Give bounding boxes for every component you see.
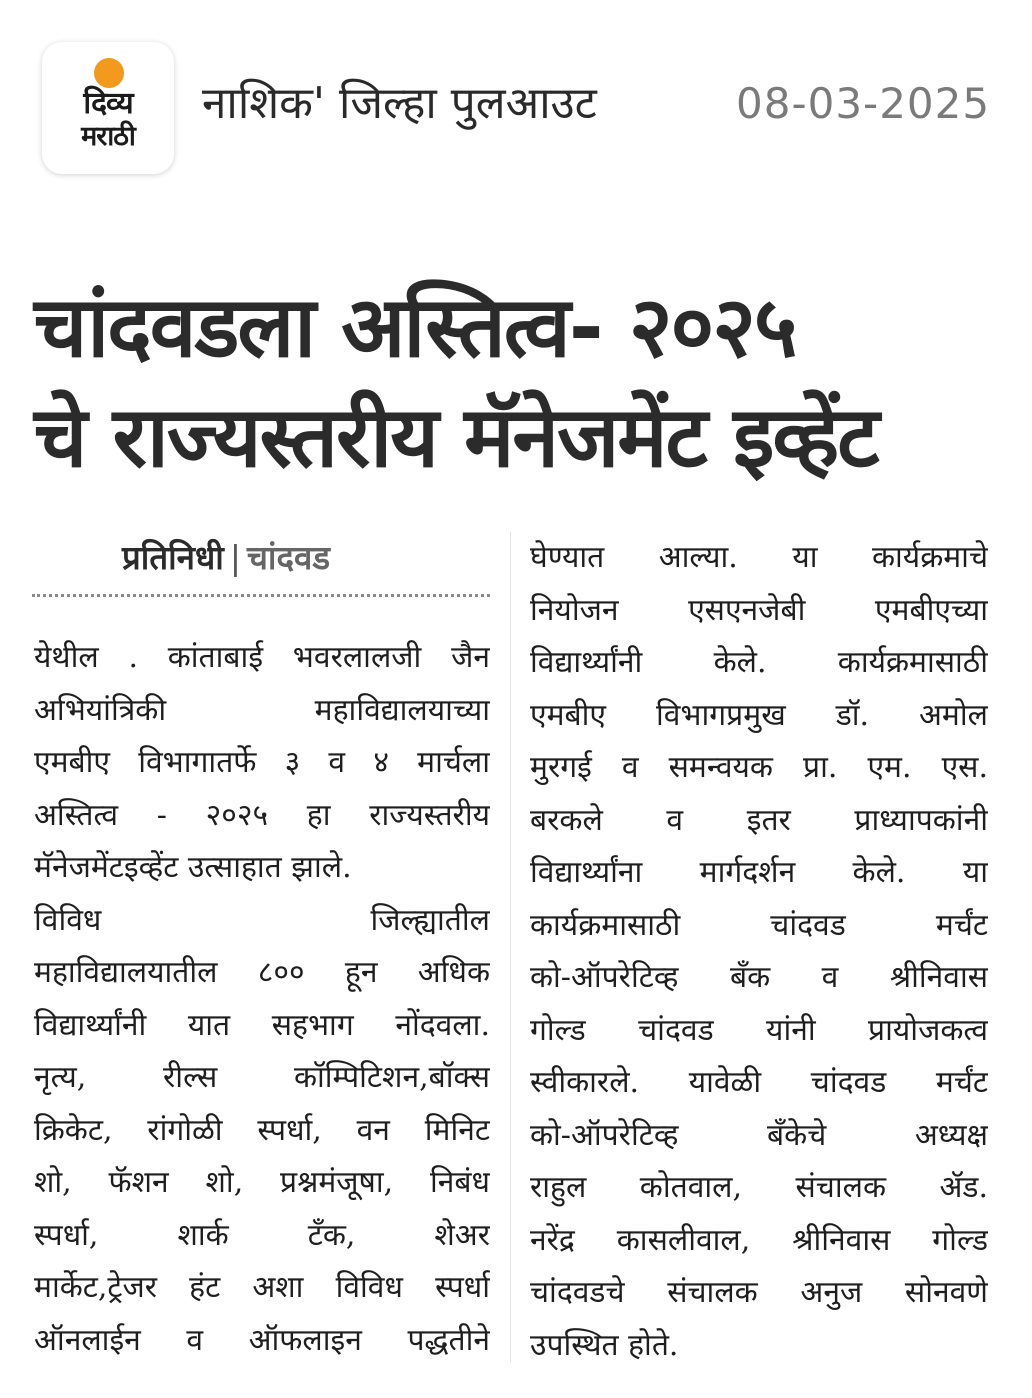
text-line: विद्यार्थ्यांनी केले. कार्यक्रमासाठी (530, 645, 988, 680)
article-column-right (530, 532, 988, 1372)
text-line: विविध जिल्ह्यातील (34, 902, 490, 938)
text-line: घेण्यात आल्या. या कार्यक्रमाचे (530, 540, 988, 575)
text-line: एमबीए विभागप्रमुख डॉ. अमोल (530, 697, 988, 733)
text-line: को-ऑपरेटिव्ह बँकेचे अध्यक्ष (530, 1117, 988, 1153)
column-divider (510, 532, 511, 1362)
text-line: बरकले व इतर प्राध्यापकांनी (530, 802, 988, 838)
text-line: एमबीए विभागातर्फे ३ व ४ मार्चला (34, 745, 490, 780)
article-headline (34, 272, 994, 492)
text-line: अस्तित्व - २०२५ हा राज्यस्तरीय (34, 797, 490, 833)
text-line: येथील . कांताबाई भवरलालजी जैन (34, 640, 490, 675)
byline-divider (32, 594, 490, 597)
text-line: विद्यार्थ्यांनी यात सहभाग नोंदवला. (34, 1007, 490, 1043)
text-line: राहुल कोतवाल, संचालक ॲड. (530, 1170, 988, 1205)
text-line: नृत्य, रील्स कॉम्पिटिशन,बॉक्स (34, 1060, 490, 1095)
byline-author: प्रतिनिधी (122, 538, 224, 577)
text-line: उपस्थित होते. (530, 1327, 679, 1363)
text-line: स्वीकारले. यावेळी चांदवड मर्चंट (530, 1065, 988, 1100)
text-line: मुरगई व समन्वयक प्रा. एम. एस. (530, 750, 988, 785)
article-column-left (34, 632, 490, 1367)
byline-separator: | (229, 538, 241, 577)
text-line: गोल्ड चांदवड यांनी प्रायोजकत्व (530, 1012, 988, 1048)
logo-text-line1: दिव्य (83, 86, 133, 121)
text-line: शो, फॅशन शो, प्रश्नमंजूषा, निबंध (34, 1165, 490, 1200)
text-line: विद्यार्थ्यांना मार्गदर्शन केले. या (530, 855, 988, 890)
text-line: स्पर्धा, शार्क टँक, शेअर (34, 1217, 490, 1253)
text-line: ऑनलाईन व ऑफलाइन पद्धतीने (34, 1322, 490, 1358)
text-line: नरेंद्र कासलीवाल, श्रीनिवास गोल्ड (530, 1222, 988, 1258)
edition-date: 08-03-2025 (736, 79, 991, 128)
text-line: चांदवडचे संचालक अनुज सोनवणे (530, 1275, 988, 1310)
text-line: महाविद्यालयातील ८०० हून अधिक (34, 955, 490, 990)
text-line: अभियांत्रिकी महाविद्यालयाच्या (34, 692, 490, 728)
text-line: मॅनेजमेंटइव्हेंट उत्साहात झाले. (34, 850, 352, 885)
logo-text-line2: मराठी (81, 121, 135, 152)
headline-line: चे राज्यस्तरीय मॅनेजमेंट इव्हेंट (34, 388, 878, 486)
text-line: को-ऑपरेटिव्ह बँक व श्रीनिवास (530, 960, 988, 995)
divya-marathi-logo (42, 42, 174, 174)
masthead-bar (0, 0, 1032, 200)
sun-icon (94, 58, 124, 88)
text-line: क्रिकेट, रांगोळी स्पर्धा, वन मिनिट (34, 1112, 490, 1148)
edition-title: नाशिक' जिल्हा पुलआउट (202, 78, 597, 129)
text-line: कार्यक्रमासाठी चांदवड मर्चंट (530, 907, 988, 943)
byline (122, 536, 330, 580)
text-line: नियोजन एसएनजेबी एमबीएच्या (530, 592, 988, 628)
text-line: मार्केट,ट्रेजर हंट अशा विविध स्पर्धा (34, 1270, 490, 1305)
headline-line: चांदवडला अस्तित्व- २०२५ (34, 278, 796, 376)
byline-place: चांदवड (246, 538, 330, 577)
